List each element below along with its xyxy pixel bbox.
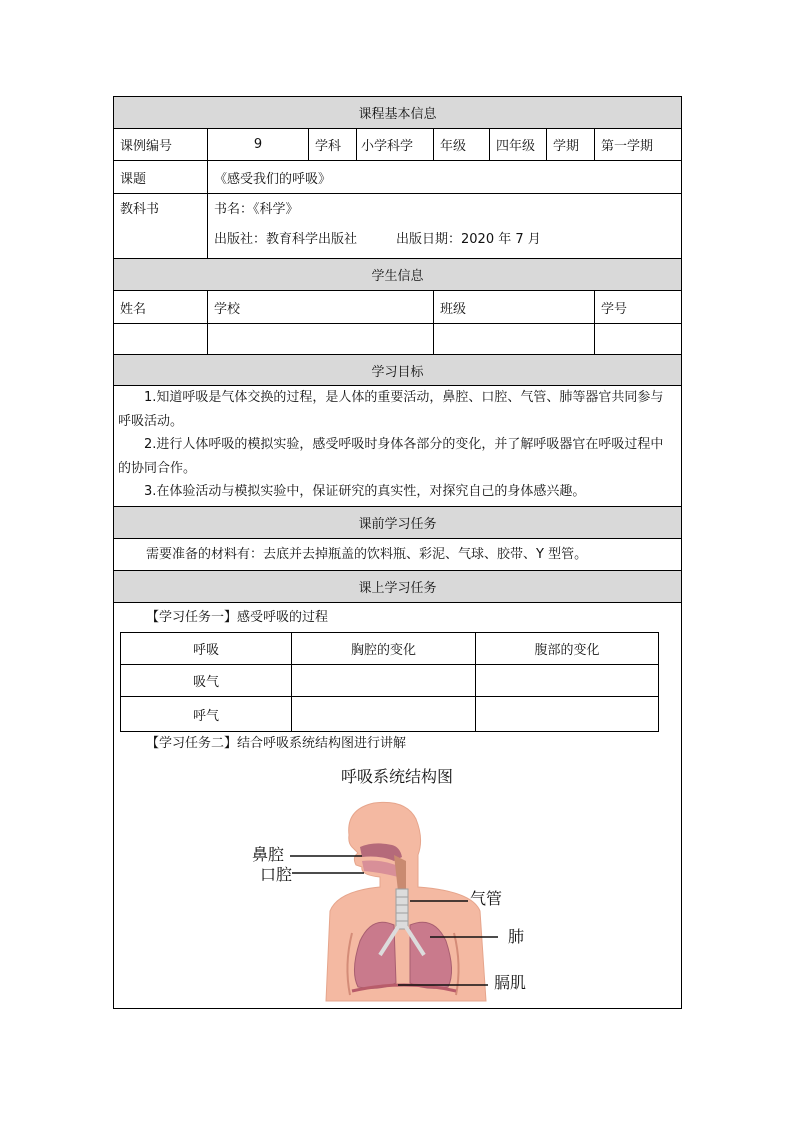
- section-title: 课前学习任务: [358, 517, 437, 532]
- id-label-cell: [595, 291, 681, 323]
- row-inhale-label: 吸气: [192, 675, 219, 690]
- task1-inhale-row: [121, 665, 658, 697]
- section-title: 学生信息: [371, 269, 424, 284]
- header-breath: 呼吸: [192, 643, 219, 658]
- grade-label: 年级: [440, 139, 467, 154]
- objectives-row: [114, 386, 681, 507]
- lesson-sheet: [113, 96, 682, 1009]
- topic-row: [114, 161, 681, 194]
- inhale-abdomen-cell[interactable]: [476, 665, 658, 696]
- objective-item: 2.进行人体呼吸的模拟实验，感受呼吸时身体各部分的变化，并了解呼吸器官在呼吸过程中的协同合作。: [118, 437, 664, 476]
- textbook-label-cell: [114, 194, 208, 258]
- section-student-info: [114, 259, 681, 291]
- objective-item: 1.知道呼吸是气体交换的过程，是人体的重要活动，鼻腔、口腔、气管、肺等器官共同参与呼吸活动。: [118, 390, 664, 429]
- section-basic-info: [114, 97, 681, 129]
- task1-exhale-row: [121, 697, 658, 731]
- textbook-cell: [208, 194, 681, 258]
- header-cell: [476, 633, 658, 664]
- section-title: 学习目标: [371, 364, 424, 380]
- publisher: 出版社：教育科学出版社: [214, 232, 358, 247]
- section-title: 课上学习任务: [358, 581, 437, 596]
- grade-value: 四年级: [496, 139, 536, 154]
- term-cell: [595, 129, 681, 160]
- task2-title: 【学习任务二】结合呼吸系统结构图进行讲解: [146, 736, 407, 751]
- section-title: 课程基本信息: [358, 107, 437, 122]
- section-in-class: [114, 571, 681, 603]
- id-label: 学号: [601, 301, 628, 317]
- subject-label: 学科: [315, 139, 342, 154]
- exhale-abdomen-cell[interactable]: [476, 697, 658, 731]
- name-field[interactable]: [114, 324, 208, 354]
- label-oral: 口腔: [260, 865, 293, 884]
- respiratory-figure: [234, 765, 564, 1005]
- respiratory-diagram: [234, 765, 564, 1005]
- task1-title: 【学习任务一】感受呼吸的过程: [146, 610, 329, 625]
- term-label: 学期: [553, 139, 580, 154]
- school-field[interactable]: [208, 324, 434, 354]
- label-diaphragm: 膈肌: [494, 973, 527, 992]
- objective-item: 3.在体验活动与模拟实验中，保证研究的真实性，对探究自己的身体感兴趣。: [144, 484, 586, 499]
- objectives-list: [118, 386, 676, 504]
- case-no-label: 课例编号: [120, 139, 173, 154]
- class-label-cell: [434, 291, 595, 323]
- topic-label-cell: [114, 161, 208, 193]
- name-label-cell: [114, 291, 208, 323]
- header-cell: [121, 633, 292, 664]
- subject-cell: [357, 129, 434, 160]
- book-name: 书名：《科学》: [214, 202, 299, 217]
- row-label-cell: [121, 697, 292, 731]
- school-label-cell: [208, 291, 434, 323]
- inhale-chest-cell[interactable]: [292, 665, 476, 696]
- class-field[interactable]: [434, 324, 595, 354]
- section-objectives: [114, 355, 681, 386]
- name-label: 姓名: [120, 301, 147, 317]
- school-label: 学校: [214, 301, 241, 317]
- header-chest: 胸腔的变化: [350, 643, 416, 658]
- case-no-label-cell: [114, 129, 208, 160]
- publish-date: 出版日期：2020 年 7 月: [396, 232, 541, 247]
- label-trachea: 气管: [470, 889, 503, 908]
- student-header-row: [114, 291, 681, 324]
- grade-cell: [490, 129, 547, 160]
- figure-title: 呼吸系统结构图: [341, 767, 454, 786]
- topic-value: 《感受我们的呼吸》: [214, 171, 332, 187]
- case-no-cell: [208, 129, 309, 160]
- class-label: 班级: [440, 301, 467, 317]
- pre-task-text: 需要准备的材料有：去底并去掉瓶盖的饮料瓶、彩泥、气球、胶带、Y 型管。: [146, 546, 588, 562]
- textbook-row: [114, 194, 681, 259]
- task1-table: [120, 632, 659, 732]
- label-lung: 肺: [508, 927, 525, 946]
- student-fill-row: [114, 324, 681, 355]
- topic-cell: [208, 161, 681, 193]
- topic-label: 课题: [120, 171, 147, 187]
- term-label-cell: [547, 129, 595, 160]
- term-value: 第一学期: [601, 139, 654, 154]
- header-cell: [292, 633, 476, 664]
- id-field[interactable]: [595, 324, 681, 354]
- textbook-label: 教科书: [120, 202, 160, 217]
- case-no-value: 9: [253, 137, 263, 152]
- exhale-chest-cell[interactable]: [292, 697, 476, 731]
- section-pre-class: [114, 507, 681, 539]
- trachea-shape: [396, 889, 408, 929]
- label-nasal: 鼻腔: [252, 845, 285, 864]
- task1-header-row: [121, 633, 658, 665]
- row-exhale-label: 呼气: [192, 708, 219, 724]
- subject-label-cell: [309, 129, 357, 160]
- row-label-cell: [121, 665, 292, 696]
- grade-label-cell: [434, 129, 490, 160]
- subject-value: 小学科学: [361, 139, 414, 154]
- header-abdomen: 腹部的变化: [534, 643, 600, 658]
- pre-task-row: [114, 539, 681, 571]
- case-info-row: [114, 129, 681, 161]
